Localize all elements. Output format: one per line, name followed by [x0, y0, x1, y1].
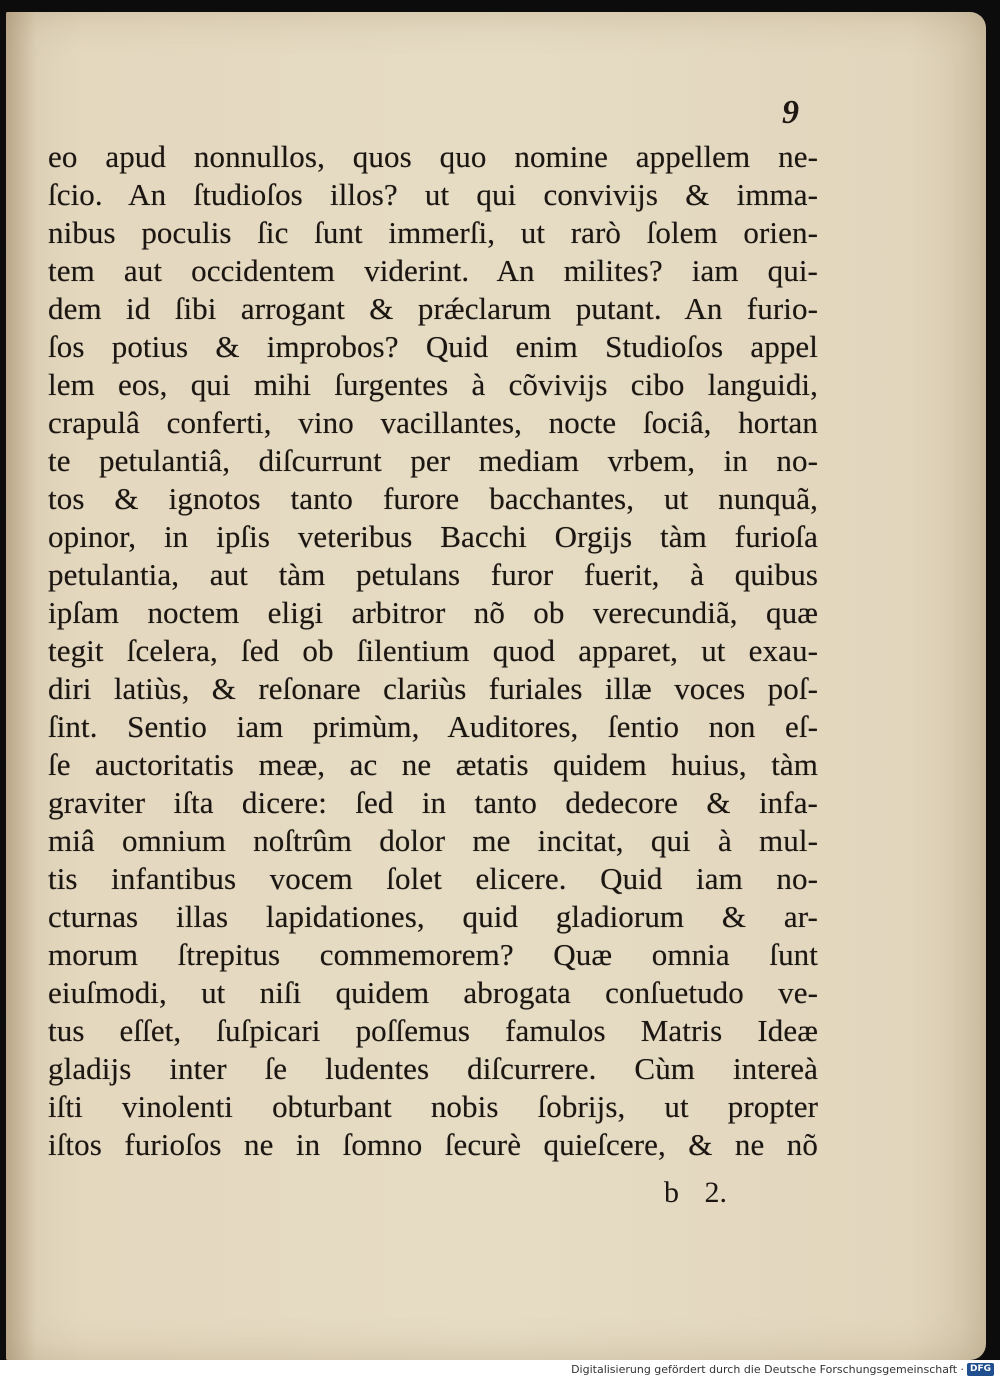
dfg-logo: DFG [967, 1363, 994, 1376]
page-text [48, 138, 818, 1164]
text-line: petulantia, aut tàm petulans furor fuerit, à quibus [48, 557, 818, 592]
text-line: eiuſmodi, ut niſi quidem abrogata conſuetudo ve- [48, 975, 818, 1010]
text-line: graviter iſta dicere: ſed in tanto dedecore & infa- [48, 785, 818, 820]
book-page [6, 12, 986, 1360]
text-line: gladijs inter ſe ludentes diſcurrere. Cùm intereà [48, 1051, 818, 1086]
funding-notice: Digitalisierung gefördert durch die Deutsche Forschungsgemeinschaft · [571, 1363, 964, 1376]
text-line: dem id ſibi arrogant & prǽclarum putant. An furio- [48, 291, 818, 326]
text-line: lem eos, qui mihi ſurgentes à cõvivijs cibo languidi, [48, 367, 818, 402]
text-line: tos & ignotos tanto furore bacchantes, ut nunquã, [48, 481, 818, 516]
text-line: crapulâ conferti, vino vacillantes, nocte ſociâ, hortan [48, 405, 818, 440]
footer-bar [0, 1360, 1000, 1380]
text-line: tus eſſet, ſuſpicari poſſemus famulos Matris Ideæ [48, 1013, 818, 1048]
text-line: ſe auctoritatis meæ, ac ne ætatis quidem huius, tàm [48, 747, 818, 782]
text-line: ipſam noctem eligi arbitror nõ ob verecundiã, quæ [48, 595, 818, 630]
text-line: cturnas illas lapidationes, quid gladiorum & ar- [48, 899, 818, 934]
text-line: diri latiùs, & reſonare clariùs furiales illæ voces poſ- [48, 671, 818, 706]
text-line: nibus poculis ſic ſunt immerſi, ut rarò ſolem orien- [48, 215, 818, 250]
gutter-shadow [6, 12, 36, 1360]
text-line: opinor, in ipſis veteribus Bacchi Orgijs tàm furioſa [48, 519, 818, 554]
text-line: morum ſtrepitus commemorem? Quæ omnia ſunt [48, 937, 818, 972]
text-line: miâ omnium noſtrûm dolor me incitat, qui à mul- [48, 823, 818, 858]
text-line: ſcio. An ſtudioſos illos? ut qui convivijs & imma- [48, 177, 818, 212]
signature-mark: b 2. [664, 1176, 727, 1209]
text-line: tegit ſcelera, ſed ob ſilentium quod apparet, ut exau- [48, 633, 818, 668]
text-line: iſtos furioſos ne in ſomno ſecurè quieſcere, & ne nõ [48, 1127, 818, 1162]
text-line: iſti vinolenti obturbant nobis ſobrijs, ut propter [48, 1089, 818, 1124]
text-line: tis infantibus vocem ſolet elicere. Quid iam no- [48, 861, 818, 896]
text-line: eo apud nonnullos, quos quo nomine appellem ne- [48, 139, 818, 174]
text-line: tem aut occidentem viderint. An milites? iam qui- [48, 253, 818, 288]
text-line: te petulantiâ, diſcurrunt per mediam vrbem, in no- [48, 443, 818, 478]
page-number: 9 [782, 94, 799, 131]
text-line: ſos potius & improbos? Quid enim Studioſos appel [48, 329, 818, 364]
text-line: ſint. Sentio iam primùm, Auditores, ſentio non eſ- [48, 709, 818, 744]
